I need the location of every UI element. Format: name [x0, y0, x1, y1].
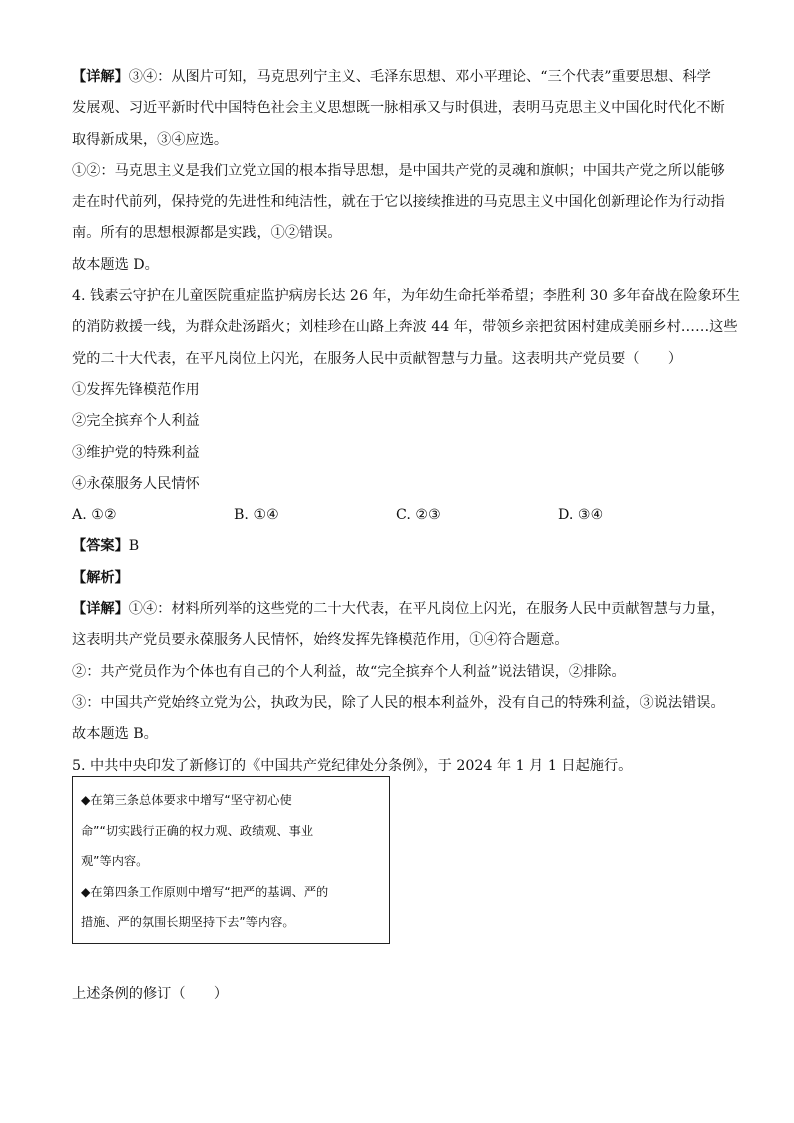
- option-d: D. ③④: [558, 507, 604, 524]
- box-line-3: 观”等内容。: [81, 854, 149, 868]
- detail-line-2: 发展观、习近平新时代中国特色社会主义思想既一脉相承又与时俱进，表明马克思主义中国化时代化不断: [72, 100, 725, 117]
- detail-label: 【详解】: [72, 69, 129, 85]
- q4-item-4: ④永葆服务人民情怀: [72, 475, 200, 492]
- box-line-5: 措施、严的氛围长期坚持下去”等内容。: [81, 915, 295, 929]
- answer-value: B: [128, 538, 140, 555]
- q4-options: [72, 500, 722, 531]
- wrong-line-2: 走在时代前列，保持党的先进性和纯洁性，就在于它以接续推进的马克思主义中国化创新理论作为行动指: [72, 194, 725, 211]
- wrong-line-3: 南。所有的思想根源都是实践，①②错误。: [72, 225, 342, 242]
- q4-item-2: ②完全摈弃个人利益: [72, 413, 200, 430]
- option-b: B. ①④: [234, 507, 279, 524]
- document-page: [72, 62, 741, 782]
- q4-stem-line-2: 的消防救援一线，为群众赴汤蹈火；刘桂珍在山路上奔波 44 年，带领乡亲把贫困村建成美丽乡村……这些: [72, 319, 738, 336]
- q4-detail-line-1: 【详解】①④：材料所列举的这些党的二十大代表，在平凡岗位上闪光，在服务人民中贡献智慧与力量，: [72, 601, 725, 618]
- q4-answer: [72, 531, 722, 562]
- q4-point-3: ③：中国共产党始终立党为公，执政为民，除了人民的根本利益外，没有自己的特殊利益，③说法错误。: [72, 694, 725, 711]
- conclusion-q3: 故本题选 D。: [72, 256, 159, 273]
- q4-stem-line-3: 党的二十大代表，在平凡岗位上闪光，在服务人民中贡献智慧与力量。这表明共产党员要（ ）: [72, 350, 683, 367]
- analysis-label: 【解析】: [72, 569, 129, 586]
- q5-question: 上述条例的修订（ ）: [72, 986, 229, 1002]
- q4-item-3: ③维护党的特殊利益: [72, 444, 200, 461]
- answer-label: 【答案】: [72, 538, 129, 555]
- q4-detail-label: 【详解】: [72, 601, 129, 618]
- option-c: C. ②③: [396, 507, 441, 524]
- q4-stem-line-1: 4. 钱素云守护在儿童医院重症监护病房长达 26 年，为年幼生命托举希望；李胜利 30 多年奋战在险象环生: [72, 288, 741, 305]
- q5-stem: 5. 中共中央印发了新修订的《中国共产党纪律处分条例》，于 2024 年 1 月 1 日起施行。: [72, 757, 633, 774]
- option-a: A. ①②: [72, 507, 117, 524]
- wrong-line-1: ①②：马克思主义是我们立党立国的根本指导思想，是中国共产党的灵魂和旗帜；中国共产党之所以能够: [72, 162, 725, 179]
- detail-line-3: 取得新成果，③④应选。: [72, 131, 229, 148]
- conclusion-q4: 故本题选 B。: [72, 726, 158, 743]
- box-line-4: ◆在第四条工作原则中增写“把严的基调、严的: [81, 884, 329, 899]
- q4-item-1: ①发挥先锋模范作用: [72, 381, 200, 398]
- box-line-2: 命”“切实践行正确的权力观、政绩观、事业: [81, 823, 314, 838]
- box-line-1: ◆在第三条总体要求中增写“坚守初心使: [81, 793, 292, 807]
- q4-point-2: ②：共产党员作为个体也有自己的个人利益，故“完全摈弃个人利益”说法错误，②排除。: [72, 663, 626, 680]
- detail-line-1: 【详解】③④：从图片可知，马克思列宁主义、毛泽东思想、邓小平理论、“三个代表”重要思想、科学: [72, 69, 711, 85]
- material-box: [72, 776, 390, 944]
- q4-detail-line-2: 这表明共产党员要永葆服务人民情怀，始终发挥先锋模范作用，①④符合题意。: [72, 632, 569, 649]
